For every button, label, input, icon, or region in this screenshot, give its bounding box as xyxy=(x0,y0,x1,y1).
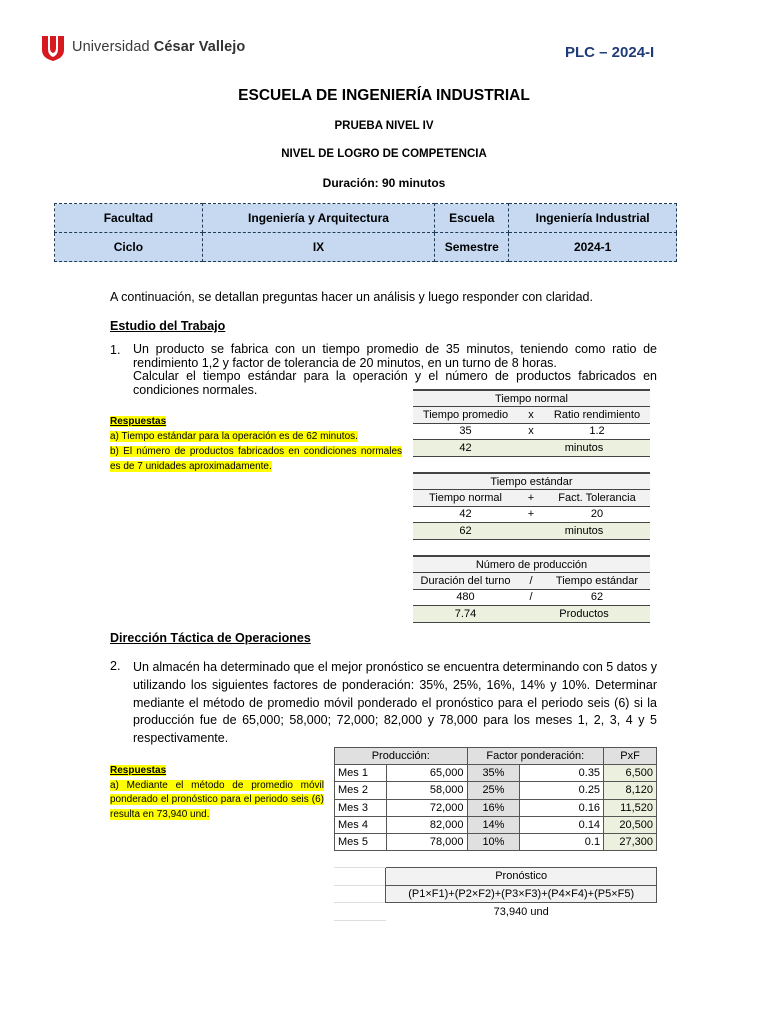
factor-cell: 0.16 xyxy=(520,799,604,816)
answer-a: a) Tiempo estándar para la operación es de 62 minutos. xyxy=(110,431,358,442)
table-row xyxy=(335,799,657,816)
course-code: PLC – 2024-I xyxy=(565,44,655,61)
table-title: Número de producción xyxy=(413,556,650,573)
production-cell: 82,000 xyxy=(386,816,467,833)
table-header: Tiempo estándar xyxy=(544,573,650,590)
weighted-average-table xyxy=(334,747,657,851)
question2-text: Un almacén ha determinado que el mejor pronóstico se encuentra determinando con 5 datos y utilizando los siguientes factores de ponderación: 35%, 25%, 16%, 14% y 10%. Determinar mediante el método de promedio móvil ponderado el pronóstico para el periodo seis (6) si la producción fue de 65,000; 58,000; 72,000; 82,000 y 78,000 para los meses 1, 2, 3, 4 y 5 respectivamente. xyxy=(133,660,657,746)
level-title: NIVEL DE LOGRO DE COMPETENCIA xyxy=(281,148,487,160)
factor-percent-cell: 14% xyxy=(467,816,520,833)
factor-percent-cell: 10% xyxy=(467,833,520,850)
production-cell: 65,000 xyxy=(386,765,467,782)
test-title: PRUEBA NIVEL IV xyxy=(334,120,434,132)
table-cell: 1.2 xyxy=(544,423,650,440)
table-header: Tiempo normal xyxy=(413,490,518,507)
forecast-title: Pronóstico xyxy=(386,868,657,886)
question1-number: 1. xyxy=(110,343,121,357)
factor-percent-cell: 35% xyxy=(467,765,520,782)
table-row xyxy=(335,833,657,850)
table-cell: + xyxy=(518,506,544,523)
table-row xyxy=(335,765,657,782)
table-row xyxy=(335,782,657,799)
table-cell: x xyxy=(518,423,544,440)
unit-cell: minutos xyxy=(518,523,650,540)
result-cell: 7.74 xyxy=(413,606,518,623)
table-cell: / xyxy=(518,589,544,606)
table-cell: 35 xyxy=(413,423,518,440)
table-header: PxF xyxy=(604,748,657,765)
result-cell: 62 xyxy=(413,523,518,540)
info-cell: IX xyxy=(202,233,435,262)
table-header: Fact. Tolerancia xyxy=(544,490,650,507)
university-logo xyxy=(40,33,245,61)
info-cell: Facultad xyxy=(55,204,203,233)
info-row xyxy=(55,204,677,233)
section2-answers xyxy=(110,764,324,822)
table-header: x xyxy=(518,407,544,424)
section1-title: Estudio del Trabajo xyxy=(110,319,226,333)
intro-text: A continuación, se detallan preguntas hacer un análisis y luego responder con claridad. xyxy=(110,290,593,304)
info-row xyxy=(55,233,677,262)
pxf-cell: 6,500 xyxy=(604,765,657,782)
production-cell: 78,000 xyxy=(386,833,467,850)
question1-task: Calcular el tiempo estándar para la operación y el número de productos fabricados en condiciones normales. xyxy=(133,369,657,397)
university-name: Universidad César Vallejo xyxy=(72,39,246,55)
pxf-cell: 20,500 xyxy=(604,816,657,833)
table-cell: 62 xyxy=(544,589,650,606)
normal-time-table xyxy=(413,389,650,457)
forecast-table xyxy=(334,867,657,921)
section1-answers xyxy=(110,414,402,474)
factor-cell: 0.1 xyxy=(520,833,604,850)
forecast-formula: (P1×F1)+(P2×F2)+(P3×F3)+(P4×F4)+(P5×F5) xyxy=(386,885,657,903)
university-shield-icon xyxy=(40,33,66,61)
table-header: + xyxy=(518,490,544,507)
table-header: Producción: xyxy=(335,748,468,765)
factor-percent-cell: 25% xyxy=(467,782,520,799)
course-info-table xyxy=(54,203,677,262)
pxf-cell: 11,520 xyxy=(604,799,657,816)
question1-statement: Un producto se fabrica con un tiempo promedio de 35 minutos, teniendo como ratio de rendimiento 1,2 y factor de tolerancia de 20 minutos, en un turno de 8 horas. xyxy=(133,342,657,370)
info-cell: Semestre xyxy=(435,233,509,262)
pxf-cell: 8,120 xyxy=(604,782,657,799)
table-header: / xyxy=(518,573,544,590)
month-cell: Mes 2 xyxy=(335,782,387,799)
unit-cell: Productos xyxy=(518,606,650,623)
info-cell: 2024-1 xyxy=(509,233,677,262)
answers-title: Respuestas xyxy=(110,416,167,427)
info-cell: Ingeniería Industrial xyxy=(509,204,677,233)
table-cell: 480 xyxy=(413,589,518,606)
factor-cell: 0.14 xyxy=(520,816,604,833)
table-row xyxy=(335,816,657,833)
question2-number: 2. xyxy=(110,659,121,673)
production-cell: 58,000 xyxy=(386,782,467,799)
table-header: Tiempo promedio xyxy=(413,407,518,424)
factor-cell: 0.25 xyxy=(520,782,604,799)
table-cell: 20 xyxy=(544,506,650,523)
factor-cell: 0.35 xyxy=(520,765,604,782)
table-title: Tiempo estándar xyxy=(413,473,650,490)
month-cell: Mes 1 xyxy=(335,765,387,782)
school-title: ESCUELA DE INGENIERÍA INDUSTRIAL xyxy=(238,87,530,104)
production-cell: 72,000 xyxy=(386,799,467,816)
duration-title: Duración: 90 minutos xyxy=(322,176,446,190)
answers-title: Respuestas xyxy=(110,765,167,776)
table-cell: 42 xyxy=(413,506,518,523)
answer-b: b) El número de productos fabricados en condiciones normales es de 7 unidades aproximadamente. xyxy=(110,446,402,472)
month-cell: Mes 4 xyxy=(335,816,387,833)
forecast-result: 73,940 und xyxy=(493,905,549,918)
month-cell: Mes 5 xyxy=(335,833,387,850)
table-header: Factor ponderación: xyxy=(467,748,604,765)
info-cell: Ciclo xyxy=(55,233,203,262)
section2-title: Dirección Táctica de Operaciones xyxy=(110,631,311,645)
answer-a: a) Mediante el método de promedio móvil ponderado el pronóstico para el periodo seis (6) resulta en 73,940 und. xyxy=(110,779,324,820)
info-cell: Escuela xyxy=(435,204,509,233)
info-cell: Ingeniería y Arquitectura xyxy=(202,204,435,233)
pxf-cell: 27,300 xyxy=(604,833,657,850)
table-header: Duración del turno xyxy=(413,573,518,590)
factor-percent-cell: 16% xyxy=(467,799,520,816)
result-cell: 42 xyxy=(413,440,518,457)
unit-cell: minutos xyxy=(518,440,650,457)
production-number-table xyxy=(413,555,650,623)
month-cell: Mes 3 xyxy=(335,799,387,816)
table-title: Tiempo normal xyxy=(413,390,650,407)
standard-time-table xyxy=(413,472,650,540)
table-header: Ratio rendimiento xyxy=(544,407,650,424)
